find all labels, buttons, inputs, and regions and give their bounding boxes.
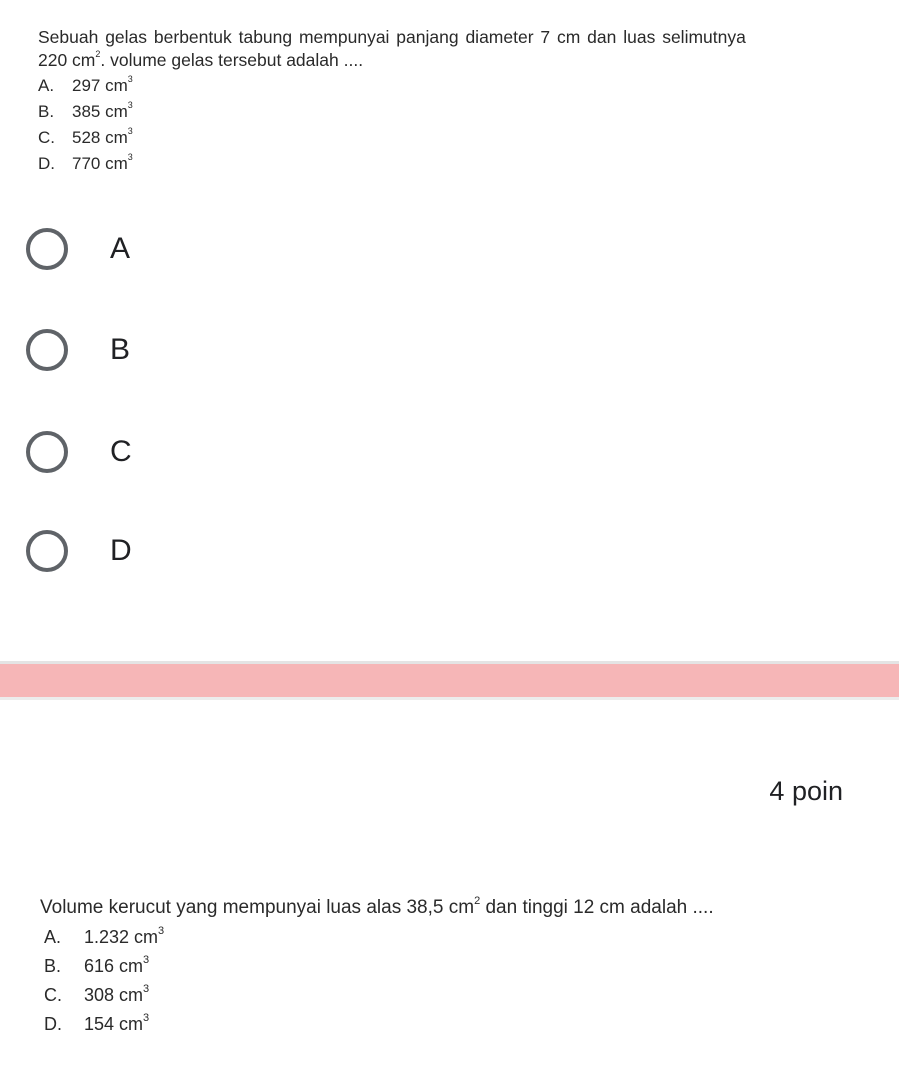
option-value: 1.232 cm [84, 927, 159, 947]
radio-option-b[interactable] [26, 325, 326, 375]
radio-button-icon[interactable] [26, 228, 68, 270]
stem-area-value: 220 cm [38, 50, 96, 70]
option-letter: B. [38, 102, 55, 121]
option-exponent: 3 [127, 100, 133, 110]
question-1-stem [38, 26, 868, 72]
radio-option-label[interactable]: A [110, 232, 131, 265]
question-1-option-a-text [38, 76, 133, 96]
question-2-option-a-text [44, 927, 164, 948]
radio-option-label[interactable]: D [110, 534, 132, 567]
radio-option-a[interactable] [26, 224, 326, 274]
option-letter: C. [44, 985, 62, 1005]
option-letter: B. [44, 956, 62, 976]
question-1-option-b-text [38, 102, 133, 122]
section-divider-band [0, 664, 899, 697]
option-exponent: 3 [143, 1012, 150, 1024]
question-2-stem-after: dan tinggi 12 cm adalah .... [480, 897, 714, 918]
option-letter: A. [44, 927, 62, 947]
question-2-stem [40, 897, 714, 919]
radio-option-c[interactable] [26, 427, 326, 477]
radio-option-label[interactable]: C [110, 435, 132, 468]
radio-button-icon[interactable] [26, 530, 68, 572]
option-value: 385 cm [72, 102, 128, 121]
question-1-option-c-text [38, 128, 133, 148]
option-value: 770 cm [72, 154, 128, 173]
radio-button-icon[interactable] [26, 329, 68, 371]
question-1-stem-line-2 [38, 49, 868, 72]
radio-option-d[interactable] [26, 526, 326, 576]
question-1-stem-line-1: Sebuah gelas berbentuk tabung mempunyai panjang diameter 7 cm dan luas selimutnya [38, 27, 746, 47]
option-exponent: 3 [127, 74, 133, 84]
option-value: 308 cm [84, 985, 144, 1005]
question-2-stem-before: Volume kerucut yang mempunyai luas alas 38,5 cm [40, 897, 475, 918]
option-exponent: 3 [127, 152, 133, 162]
option-letter: C. [38, 128, 55, 147]
option-exponent: 3 [127, 126, 133, 136]
radio-button-icon[interactable] [26, 431, 68, 473]
stem-area-exponent: 2 [95, 49, 101, 59]
question-2-option-b-text [44, 956, 149, 977]
question-2-stem-exponent: 2 [474, 895, 481, 907]
option-value: 528 cm [72, 128, 128, 147]
points-label: 4 poin [769, 776, 843, 806]
option-value: 297 cm [72, 76, 128, 95]
option-letter: D. [44, 1014, 62, 1034]
option-exponent: 3 [143, 954, 150, 966]
option-value: 616 cm [84, 956, 144, 976]
divider-line-bottom [0, 697, 899, 700]
option-letter: D. [38, 154, 55, 173]
option-letter: A. [38, 76, 55, 95]
option-exponent: 3 [143, 983, 150, 995]
option-value: 154 cm [84, 1014, 144, 1034]
option-exponent: 3 [158, 925, 165, 937]
stem-line-2-rest: . volume gelas tersebut adalah .... [100, 50, 364, 70]
question-2-option-d-text [44, 1014, 149, 1035]
radio-option-label[interactable]: B [110, 333, 131, 366]
question-2-option-c-text [44, 985, 149, 1006]
question-1-option-d-text [38, 154, 133, 174]
